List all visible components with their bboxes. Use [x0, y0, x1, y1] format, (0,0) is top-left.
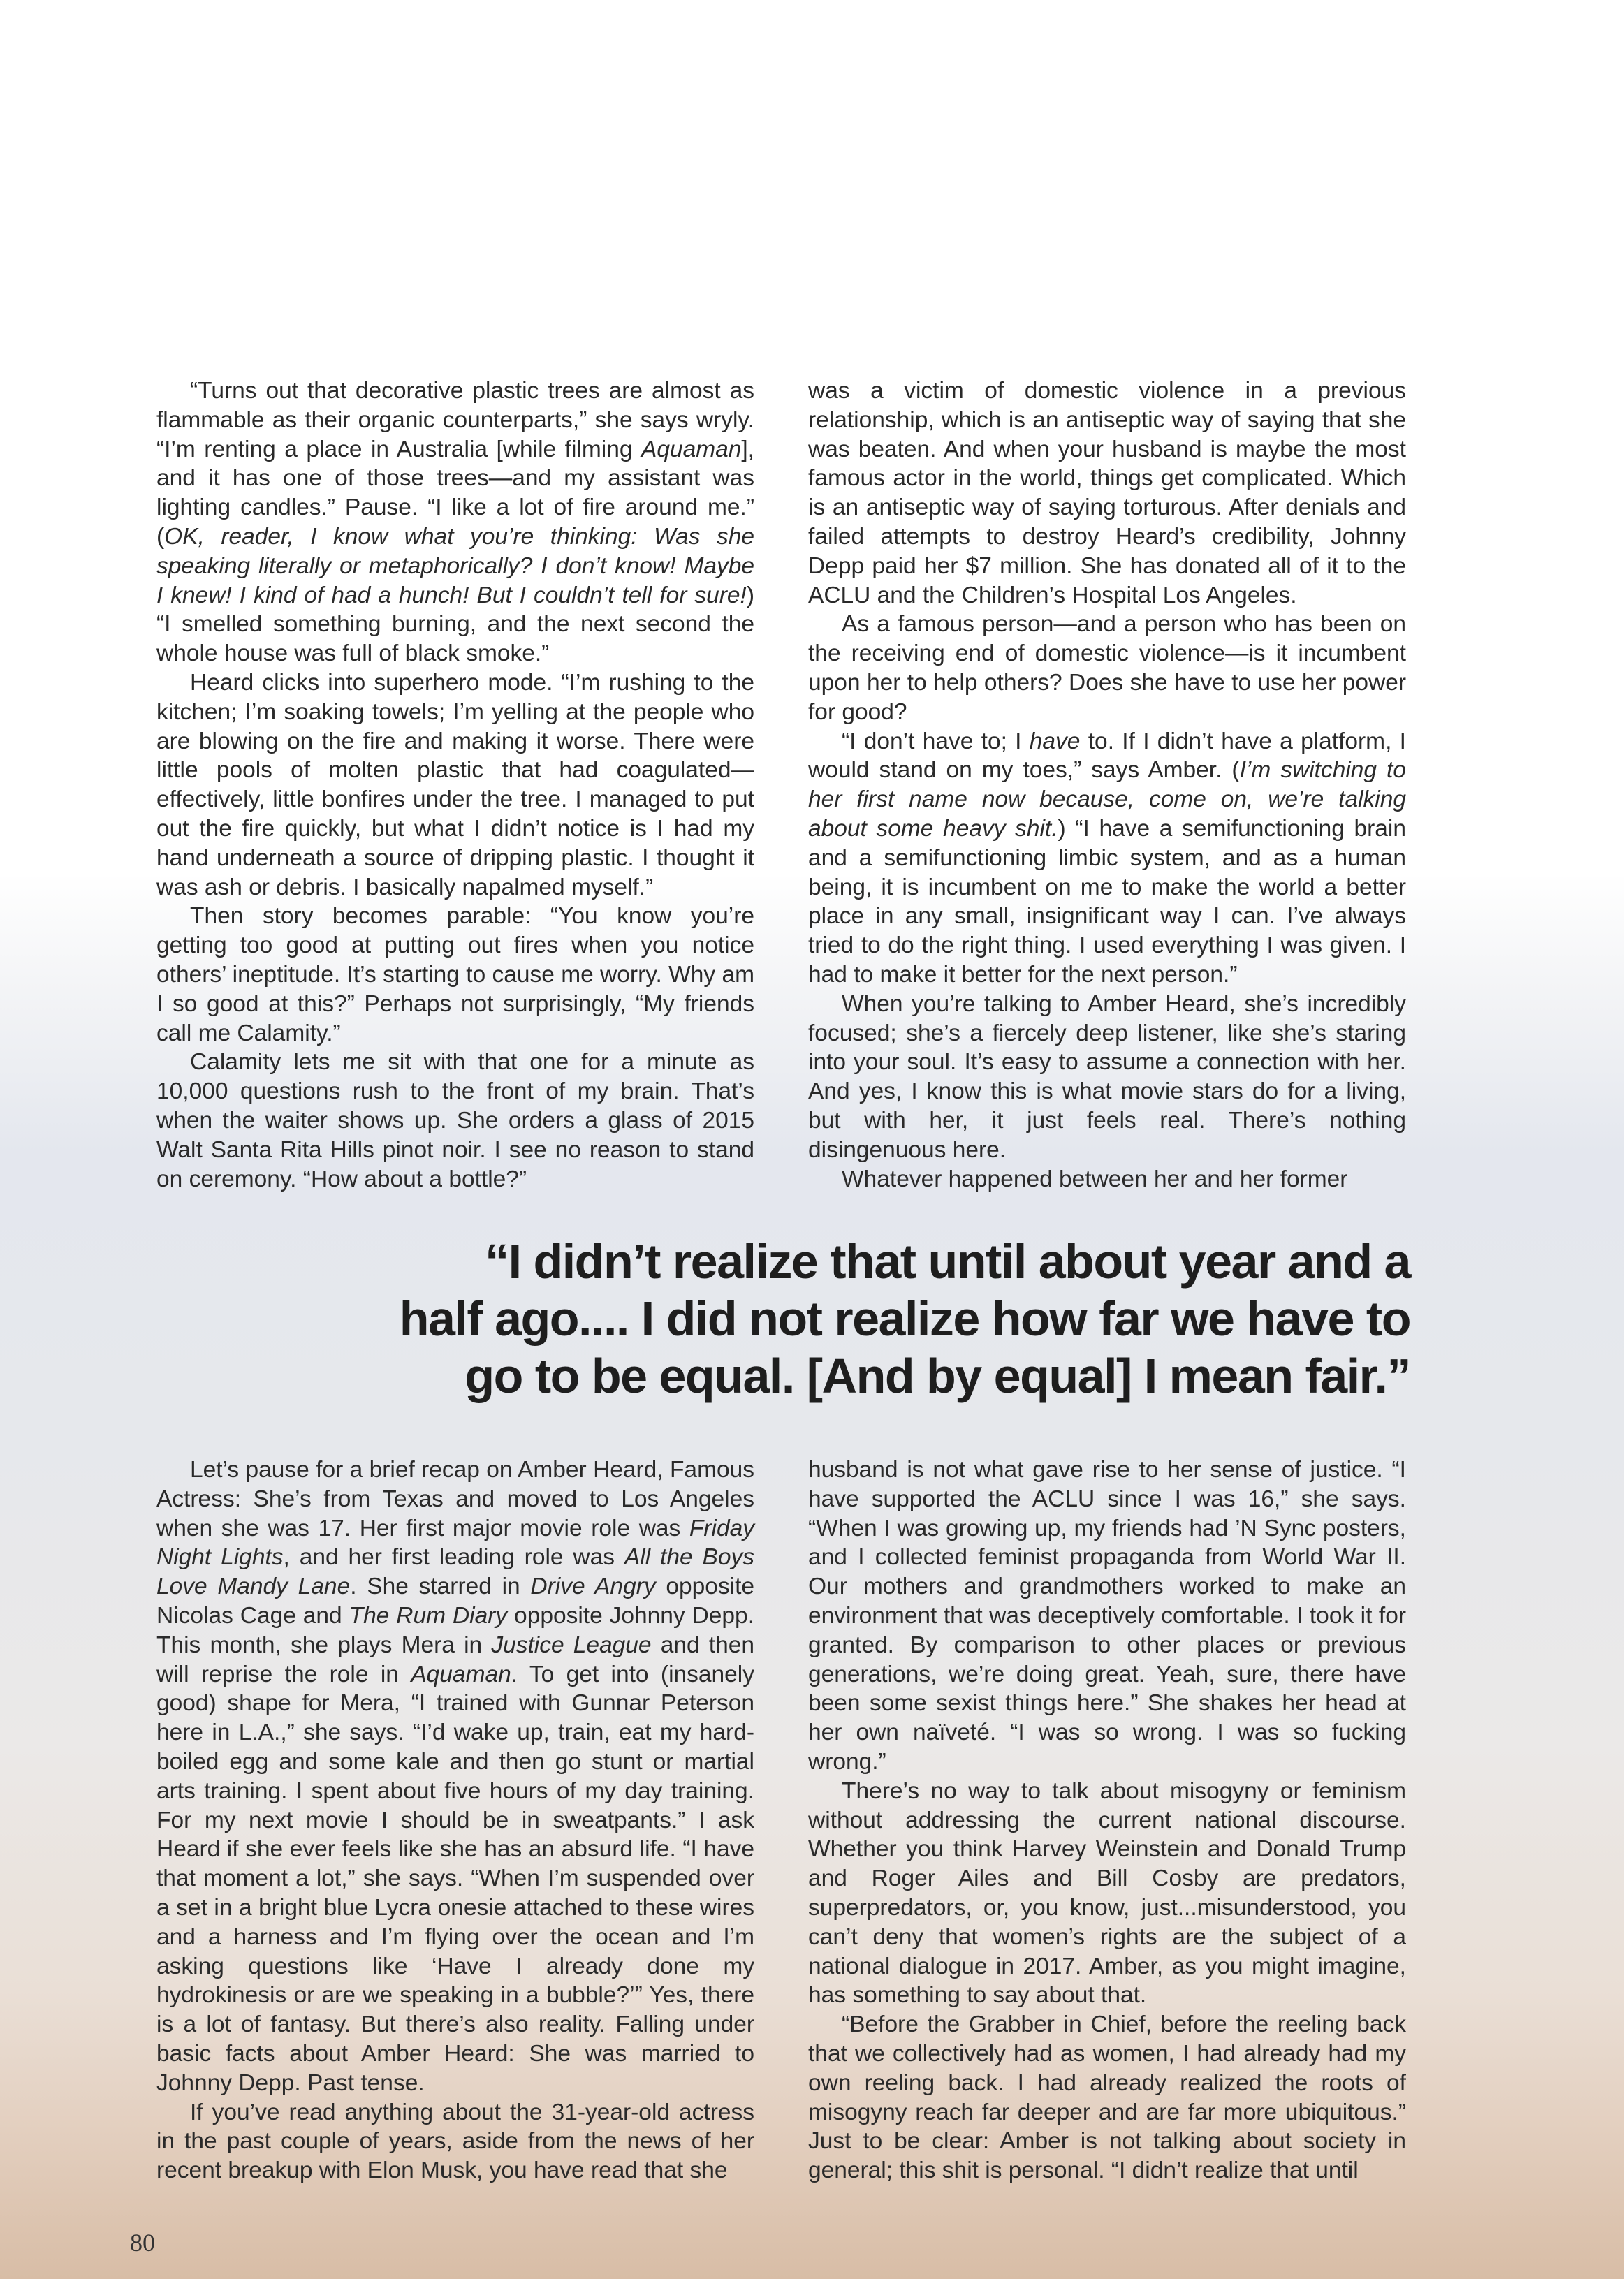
paragraph: Then story becomes parable: “You know you’re getting too good at putting out fires when you notice others’ ineptitude. It’s starting to cause me worry. Why am I so good at this?” Perhaps not surprisingly, “My friends call me Calamity.”	[156, 903, 754, 1046]
pull-quote-line: go to be equal. [And by equal] I mean fair.”	[464, 1349, 1410, 1403]
paragraph: “Turns out that decorative plastic trees are almost as flammable as their organic counterparts,” she says wryly. “I’m renting a place in Australia [while filming Aquaman], and it has one of those trees—and my assistant was lighting candles.” Pause. “I like a lot of fire around me.” (OK, reader, I know what you’re thinking: Was she speaking literally or metaphorically? I don’t know! Maybe I knew! I kind of had a hunch! But I couldn’t tell for sure!) “I smelled something burning, and the next second the whole house was full of black smoke.”	[156, 378, 754, 667]
paragraph: “I don’t have to; I have to. If I didn’t have a platform, I would stand on my toes,” says Amber. (I’m switching to her first name now because, come on, we’re talking about some heavy shit.) “I have a semifunctioning brain and a semifunctioning limbic system, and as a human being, it is incumbent on me to make the world a better place in any small, insignificant way I can. I’ve always tried to do the right thing. I used everything I was given. I had to make it better for the next person.”	[808, 728, 1406, 988]
paragraph: “Before the Grabber in Chief, before the reeling back that we collectively had as women, I had already had my own reeling back. I had already realized the roots of misogyny reach far deeper and are far more ubiquitous.” Just to be clear: Amber is not talking about society in general; this shit is personal. “I didn’t realize that until	[808, 2011, 1406, 2184]
paragraph: When you’re talking to Amber Heard, she’s incredibly focused; she’s a fiercely deep listener, like she’s staring into your soul. It’s easy to assume a connection with her. And yes, I know this is what movie stars do for a living, but with her, it just feels real. There’s nothing disingenuous here.	[808, 990, 1406, 1163]
article-column-bottom-left	[156, 1456, 754, 2185]
article-column-bottom-right	[808, 1456, 1406, 2185]
article-column-top-left	[156, 376, 754, 1194]
paragraph: There’s no way to talk about misogyny or feminism without addressing the current national discourse. Whether you think Harvey Weinstein and Donald Trump and Roger Ailes and Bill Cosby are predators, superpredators, or, you know, just...misunderstood, you can’t deny that women’s rights are the subject of a national dialogue in 2017. Amber, as you might imagine, has something to say about that.	[808, 1778, 1406, 2009]
italic-text: All the Boys Love Mandy Lane	[156, 1544, 755, 1600]
italic-text: Friday Night Lights	[156, 1515, 754, 1571]
italic-text: Aquaman	[641, 436, 742, 462]
paragraph: Heard clicks into superhero mode. “I’m rushing to the kitchen; I’m soaking towels; I’m yelling at the people who are blowing on the fire and making it worse. There were little pools of molten plastic that had coagulated—effectively, little bonfires under the tree. I managed to put out the fire quickly, but what I didn’t notice is I had my hand underneath a source of dripping plastic. I thought it was ash or debris. I basically napalmed myself.”	[156, 669, 754, 900]
italic-text: Drive Angry	[530, 1574, 656, 1600]
italic-text: Aquaman	[411, 1661, 511, 1687]
pull-quote	[111, 1233, 1410, 1405]
page-number: 80	[130, 2229, 155, 2257]
italic-text: OK, reader, I know what you’re thinking: Was she speaking literally or metaphorically? I don’t know! Maybe I knew! I kind of had a hunch! But I couldn’t tell for sure!	[156, 523, 754, 608]
paragraph: As a famous person—and a person who has been on the receiving end of domestic violence—is it incumbent upon her to help others? Does she have to use her power for good?	[808, 611, 1406, 725]
italic-text: Justice League	[491, 1632, 652, 1658]
paragraph: husband is not what gave rise to her sense of justice. “I have supported the ACLU since I was 16,” she says. “When I was growing up, my friends had ’N Sync posters, and I collected feminist propaganda from World War II. Our mothers and grandmothers worked to make an environment that was deceptively comfortable. I took it for granted. By comparison to other places or previous generations, we’re doing great. Yeah, sure, there have been some sexist things here.” She shakes her head at her own naïveté. “I was so wrong. I was so fucking wrong.”	[808, 1457, 1406, 1775]
article-column-top-right	[808, 376, 1406, 1194]
paragraph: Whatever happened between her and her former	[842, 1166, 1348, 1192]
paragraph: If you’ve read anything about the 31-year-old actress in the past couple of years, aside from the news of her recent breakup with Elon Musk, you have read that she	[156, 2099, 754, 2184]
paragraph: was a victim of domestic violence in a previous relationship, which is an antiseptic way of saying that she was beaten. And when your husband is maybe the most famous actor in the world, things get complicated. Which is an antiseptic way of saying torturous. After denials and failed attempts to destroy Heard’s credibility, Johnny Depp paid her $7 million. She has donated all of it to the ACLU and the Children’s Hospital Los Angeles.	[808, 378, 1406, 608]
italic-text: have	[1029, 728, 1081, 754]
paragraph: Calamity lets me sit with that one for a minute as 10,000 questions rush to the front of my brain. That’s when the waiter shows up. She orders a glass of 2015 Walt Santa Rita Hills pinot noir. I see no reason to stand on ceremony. “How about a bottle?”	[156, 1049, 754, 1192]
paragraph: Let’s pause for a brief recap on Amber Heard, Famous Actress: She’s from Texas and moved to Los Angeles when she was 17. Her first major movie role was Friday Night Lights, and her first leading role was All the Boys Love Mandy Lane. She starred in Drive Angry opposite Nicolas Cage and The Rum Diary opposite Johnny Depp. This month, she plays Mera in Justice League and then will reprise the role in Aquaman. To get into (insanely good) shape for Mera, “I trained with Gunnar Peterson here in L.A.,” she says. “I’d wake up, train, eat my hard-boiled egg and some kale and then go stunt or martial arts training. I spent about five hours of my day training. For my next movie I should be in sweatpants.” I ask Heard if she ever feels like she has an absurd life. “I have that moment a lot,” she says. “When I’m suspended over a set in a bright blue Lycra onesie attached to these wires and a harness and I’m flying over the ocean and I’m asking questions like ‘Have I already done my hydrokinesis or are we speaking in a bubble?’” Yes, there is a lot of fantasy. But there’s also reality. Falling under basic facts about Amber Heard: She was married to Johnny Depp. Past tense.	[156, 1457, 755, 2096]
pull-quote-line: “I didn’t realize that until about year and a	[485, 1234, 1410, 1289]
pull-quote-line: half ago.... I did not realize how far we have to	[399, 1291, 1410, 1346]
italic-text: The Rum Diary	[349, 1602, 508, 1629]
italic-text: I’m switching to her first name now because, come on, we’re talking about some heavy shit.	[808, 757, 1406, 842]
